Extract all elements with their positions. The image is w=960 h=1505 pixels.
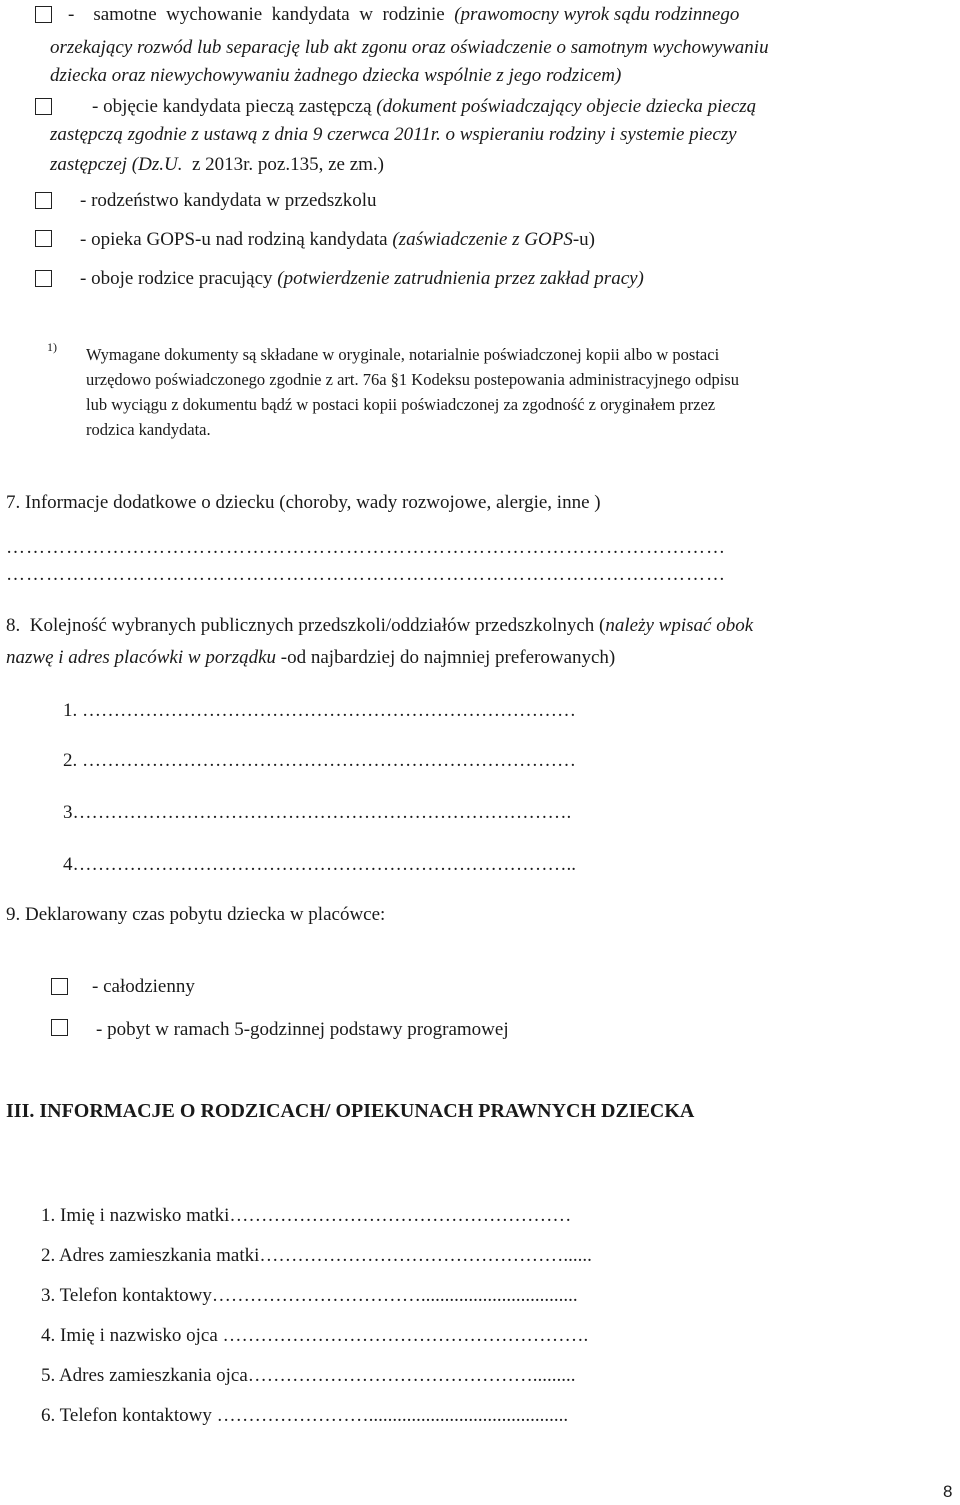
criterion-single-parent-line3: dziecka oraz niewychowywaniu żadnego dziecka wspólnie z jego rodzicem) bbox=[50, 65, 622, 86]
footnote-line4: rodzica kandydata. bbox=[86, 420, 211, 439]
page-number: 8 bbox=[943, 1482, 953, 1501]
checkbox-five-hour[interactable] bbox=[51, 1019, 68, 1036]
criterion-note: zastępczej (Dz.U. bbox=[50, 154, 183, 175]
section-7-fill-line-1[interactable]: ……………………………………………………………………………………………… bbox=[6, 537, 726, 558]
criterion-note: (potwierdzenie zatrudnienia przez zakład pracy) bbox=[277, 268, 644, 289]
father-address-field[interactable]: 5. Adres zamieszkania ojca………………………………………......... bbox=[41, 1365, 576, 1386]
footnote-marker: 1) bbox=[47, 340, 57, 354]
criterion-gops-care bbox=[80, 229, 595, 251]
checkbox-full-day[interactable] bbox=[51, 978, 68, 995]
criterion-text: - samotne wychowanie kandydata w rodzinie bbox=[68, 4, 455, 25]
section-7-heading: 7. Informacje dodatkowe o dziecku (choroby, wady rozwojowe, alergie, inne ) bbox=[6, 492, 601, 513]
criterion-foster-care-line1 bbox=[92, 96, 756, 118]
criterion-sibling: - rodzeństwo kandydata w przedszkolu bbox=[80, 190, 377, 211]
option-five-hour: - pobyt w ramach 5-godzinnej podstawy programowej bbox=[96, 1019, 509, 1040]
option-full-day: - całodzienny bbox=[92, 976, 195, 997]
mother-address-field[interactable]: 2. Adres zamieszkania matki…………………………………………...... bbox=[41, 1245, 592, 1266]
criterion-note: (prawomocny wyrok sądu rodzinnego bbox=[454, 4, 740, 25]
criterion-text: - objęcie kandydata pieczą zastępczą bbox=[92, 96, 377, 117]
criterion-note: (dokument poświadczający objecie dziecka pieczą bbox=[376, 96, 757, 117]
father-phone-field[interactable]: 6. Telefon kontaktowy …………………….......................................... bbox=[41, 1405, 569, 1426]
father-name-field[interactable]: 4. Imię i nazwisko ojca …………………………………………………. bbox=[41, 1325, 589, 1346]
criterion-single-parent-line1 bbox=[68, 4, 739, 26]
preschool-choice-4[interactable]: 4…………………………………………………………………….. bbox=[63, 854, 576, 875]
checkbox-sibling[interactable] bbox=[35, 192, 52, 209]
section-parents-heading: III. INFORMACJE O RODZICACH/ OPIEKUNACH PRAWNYCH DZIECKA bbox=[6, 1100, 695, 1122]
checkbox-gops-care[interactable] bbox=[35, 230, 52, 247]
mother-name-field[interactable]: 1. Imię i nazwisko matki……………………………………………… bbox=[41, 1205, 572, 1226]
criterion-text: - opieka GOPS-u nad rodziną kandydata bbox=[80, 229, 393, 250]
criterion-working-parents bbox=[80, 268, 644, 290]
section-8-heading-note: nazwę i adres placówki w porządku bbox=[6, 647, 277, 668]
criterion-text: - oboje rodzice pracujący bbox=[80, 268, 278, 289]
criterion-text: z 2013r. poz.135, ze zm.) bbox=[182, 154, 385, 175]
checkbox-single-parent[interactable] bbox=[35, 6, 52, 23]
footnote-line3: lub wyciągu z dokumentu bądź w postaci kopii poświadczonej za zgodność z oryginałem przez bbox=[86, 395, 716, 414]
section-9-heading: 9. Deklarowany czas pobytu dziecka w placówce: bbox=[6, 904, 386, 925]
section-7-fill-line-2[interactable]: ……………………………………………………………………………………………… bbox=[6, 564, 726, 585]
criterion-single-parent-line2: orzekający rozwód lub separację lub akt zgonu oraz oświadczenie o samotnym wychowywaniu bbox=[50, 37, 769, 58]
preschool-choice-2[interactable]: 2. …………………………………………………………………… bbox=[63, 750, 576, 771]
section-8-heading-text: 8. Kolejność wybranych publicznych przedszkoli/oddziałów przedszkolnych ( bbox=[6, 615, 606, 636]
checkbox-foster-care[interactable] bbox=[35, 98, 52, 115]
criterion-foster-care-line3 bbox=[50, 154, 384, 176]
criterion-foster-care-line2: zastępczą zgodnie z ustawą z dnia 9 czerwca 2011r. o wspieraniu rodziny i systemie pieczy bbox=[50, 124, 737, 145]
mother-phone-field[interactable]: 3. Telefon kontaktowy……………………………................................. bbox=[41, 1285, 578, 1306]
section-8-heading-line2 bbox=[6, 647, 615, 669]
section-8-heading-text: -od najbardziej do najmniej preferowanych) bbox=[276, 647, 616, 668]
section-8-heading-line1 bbox=[6, 615, 753, 637]
preschool-choice-3[interactable]: 3……………………………………………………………………. bbox=[63, 802, 572, 823]
footnote-line1: Wymagane dokumenty są składane w oryginale, notarialnie poświadczonej kopii albo w postaci bbox=[86, 345, 720, 364]
criterion-text-end: -u) bbox=[572, 229, 595, 250]
section-8-heading-note: należy wpisać obok bbox=[605, 615, 754, 636]
preschool-choice-1[interactable]: 1. …………………………………………………………………… bbox=[63, 700, 576, 721]
footnote-line2: urzędowo poświadczonego zgodnie z art. 76a §1 Kodeksu postepowania administracyjnego odpisu bbox=[86, 370, 739, 389]
checkbox-working-parents[interactable] bbox=[35, 270, 52, 287]
criterion-note: (zaświadczenie z GOPS bbox=[392, 229, 573, 250]
